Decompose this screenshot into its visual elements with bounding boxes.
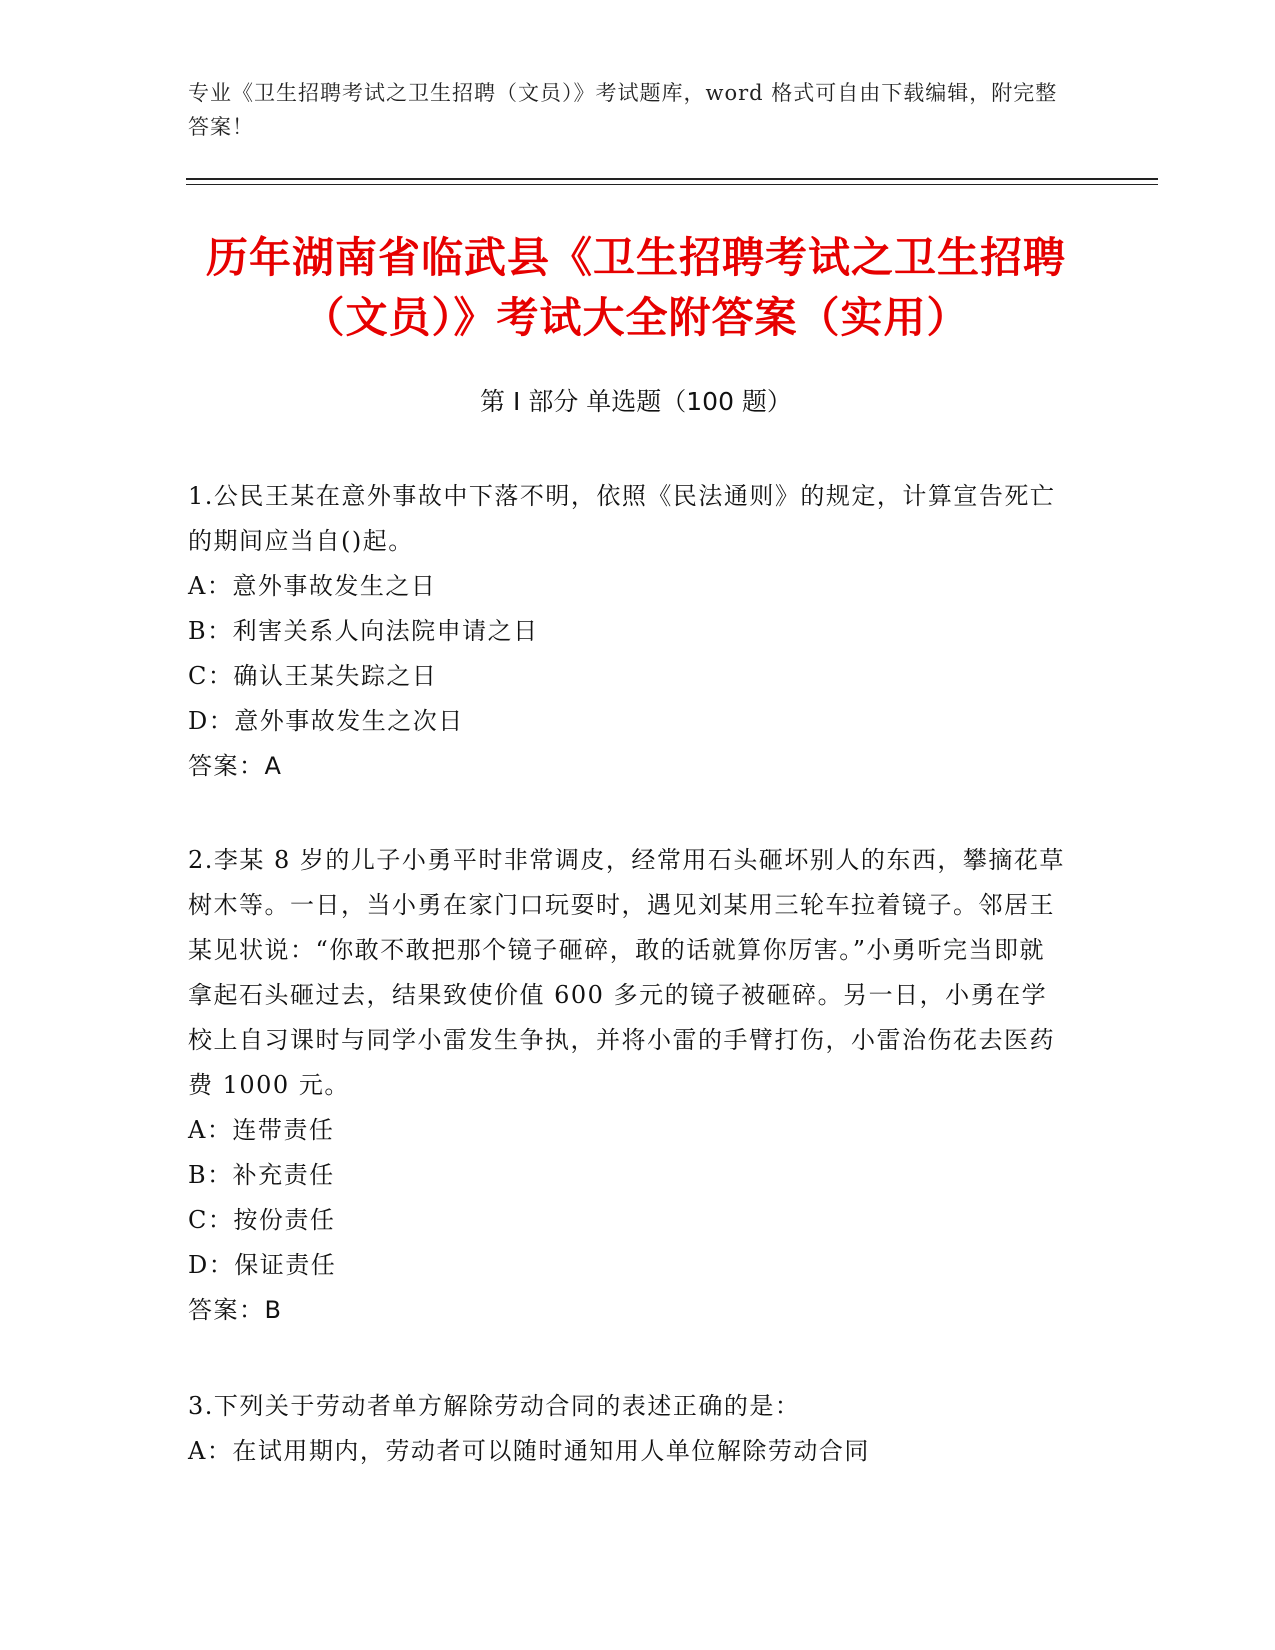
option-d: D：保证责任 [188,1251,337,1279]
section-heading: 第 I 部分 单选题（100 题） [480,387,792,416]
question-stem: 3.下列关于劳动者单方解除劳动合同的表述正确的是： [188,1392,801,1420]
question-1 [188,474,1068,789]
header-note: 专业《卫生招聘考试之卫生招聘（文员）》考试题库，word 格式可自由下载编辑，附完整答案！ [188,81,1058,139]
question-3 [188,1384,1068,1474]
header-divider-thin [186,184,1158,185]
question-stem: 2.李某 8 岁的儿子小勇平时非常调皮，经常用石头砸坏别人的东西，攀摘花草树木等。一日，当小勇在家门口玩耍时，遇见刘某用三轮车拉着镜子。邻居王某见状说：“你敢不敢把那个镜子砸碎，敢的话就算你厉害。”小勇听完当即就拿起石头砸过去，结果致使价值 600 多元的镜子被砸碎。另一日，小勇在学校上自习课时与同学小雷发生争执，并将小雷的手臂打伤，小雷治伤花去医药费 1000 元。 [188,846,1065,1099]
option-d: D：意外事故发生之次日 [188,707,464,735]
option-b: B：补充责任 [188,1161,335,1189]
option-c: C：确认王某失踪之日 [188,662,438,690]
option-a: A：意外事故发生之日 [188,572,437,600]
header-divider [186,178,1158,180]
question-2 [188,838,1068,1333]
option-a: A：在试用期内，劳动者可以随时通知用人单位解除劳动合同 [188,1437,870,1465]
option-c: C：按份责任 [188,1206,336,1234]
answer-line: 答案：B [188,1296,283,1324]
question-stem: 1.公民王某在意外事故中下落不明，依照《民法通则》的规定，计算宣告死亡的期间应当自()起。 [188,482,1056,555]
answer-line: 答案：A [188,752,283,780]
option-a: A：连带责任 [188,1116,335,1144]
option-b: B：利害关系人向法院申请之日 [188,617,539,645]
document-title: 历年湖南省临武县《卫生招聘考试之卫生招聘（文员）》考试大全附答案（实用） [205,233,1066,342]
